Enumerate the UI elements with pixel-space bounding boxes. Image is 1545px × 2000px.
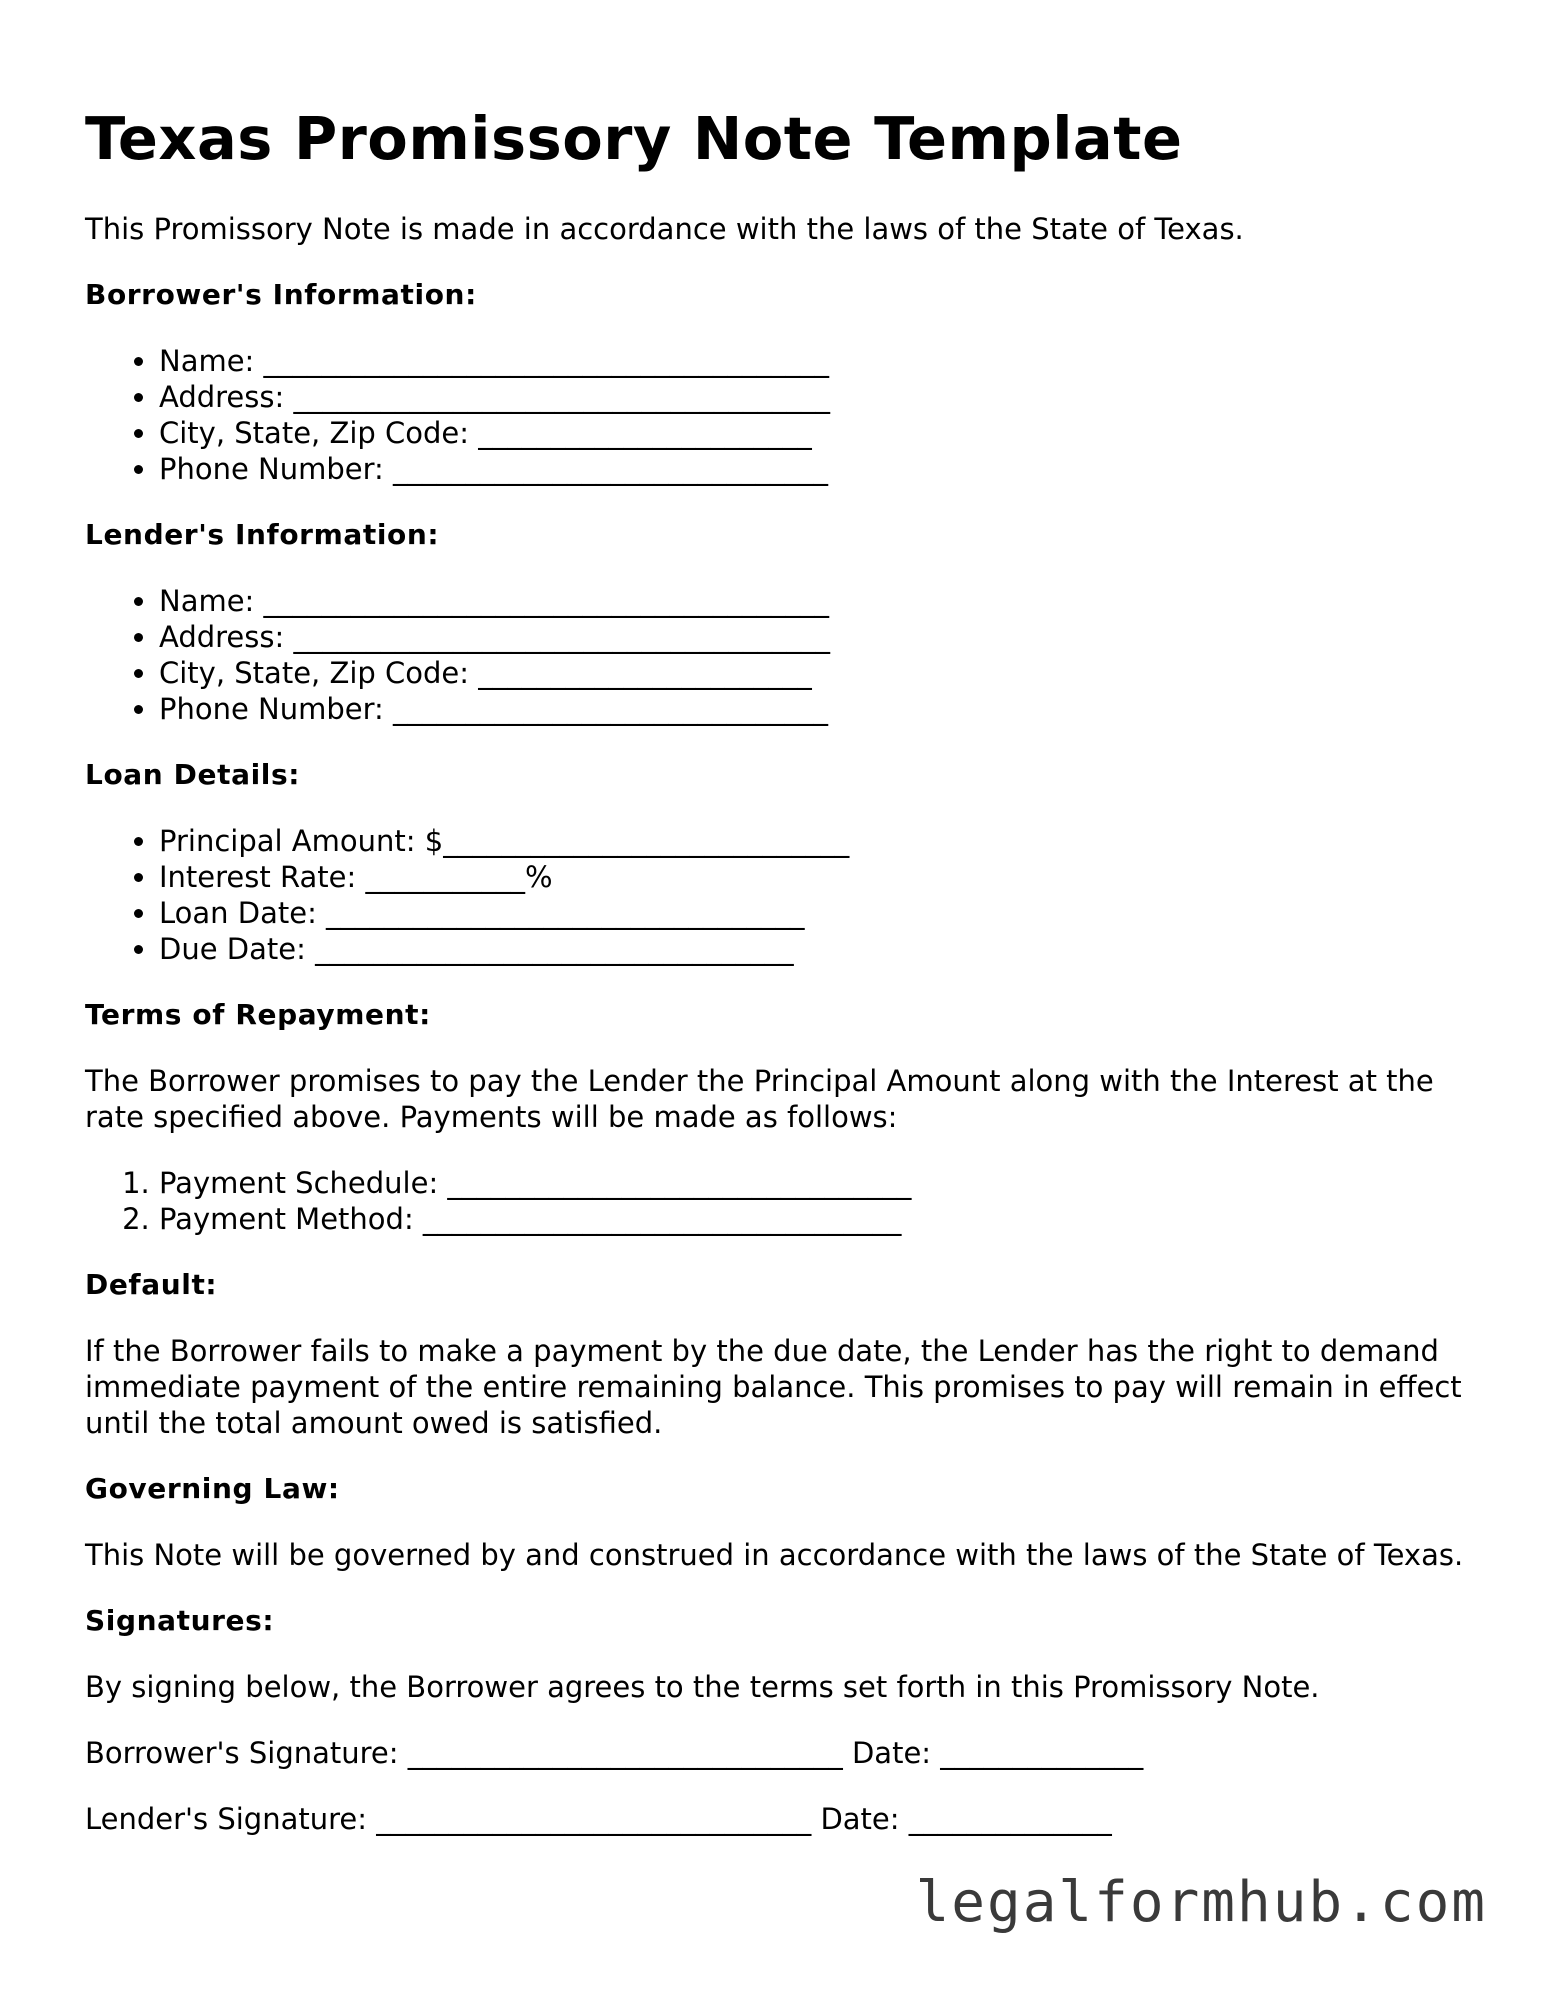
loan-list bbox=[85, 823, 1465, 967]
borrower-phone-field: • Phone Number: ______________________________ bbox=[159, 451, 1465, 487]
loan-date-field: • Loan Date: _________________________________ bbox=[159, 895, 1465, 931]
repayment-list bbox=[85, 1165, 1465, 1237]
lender-address-field: • Address: _____________________________________ bbox=[159, 619, 1465, 655]
governing-law-paragraph: This Note will be governed by and construed in accordance with the laws of the State of Texas. bbox=[85, 1537, 1464, 1572]
signatures-heading: Signatures: bbox=[85, 1603, 275, 1637]
repayment-heading: Terms of Repayment: bbox=[85, 997, 431, 1031]
lender-signature-line: Lender's Signature: ______________________________ Date: ______________ bbox=[85, 1801, 1112, 1836]
interest-rate-field: • Interest Rate: ___________% bbox=[159, 859, 1465, 895]
signatures-paragraph: By signing below, the Borrower agrees to the terms set forth in this Promissory Note. bbox=[85, 1669, 1320, 1704]
lender-heading: Lender's Information: bbox=[85, 517, 440, 551]
borrower-address-field: • Address: _____________________________________ bbox=[159, 379, 1465, 415]
lender-city-field: • City, State, Zip Code: _______________________ bbox=[159, 655, 1465, 691]
lender-list bbox=[85, 583, 1465, 727]
default-paragraph: If the Borrower fails to make a payment by the due date, the Lender has the right to demand immediate payment of the entire remaining balance. This promises to pay will remain in effect until the total amount owed is satisfied. bbox=[85, 1333, 1462, 1440]
intro-paragraph: This Promissory Note is made in accordance with the laws of the State of Texas. bbox=[85, 211, 1244, 246]
due-date-field: • Due Date: _________________________________ bbox=[159, 931, 1465, 967]
borrower-city-field: • City, State, Zip Code: _______________________ bbox=[159, 415, 1465, 451]
borrower-signature-line: Borrower's Signature: ______________________________ Date: ______________ bbox=[85, 1735, 1144, 1770]
principal-amount-field: • Principal Amount: $____________________________ bbox=[159, 823, 1465, 859]
borrower-name-field: • Name: _______________________________________ bbox=[159, 343, 1465, 379]
loan-heading: Loan Details: bbox=[85, 757, 301, 791]
watermark: legalformhub.com bbox=[915, 1870, 1487, 1935]
default-heading: Default: bbox=[85, 1267, 218, 1301]
payment-schedule-field: 1. Payment Schedule: ________________________________ bbox=[159, 1165, 1465, 1201]
repayment-paragraph: The Borrower promises to pay the Lender the Principal Amount along with the Interest at the rate specified above. Payments will be made as follows: bbox=[85, 1063, 1434, 1134]
borrower-heading: Borrower's Information: bbox=[85, 277, 477, 311]
page-title: Texas Promissory Note Template bbox=[85, 104, 1183, 173]
payment-method-field: 2. Payment Method: _________________________________ bbox=[159, 1201, 1465, 1237]
lender-phone-field: • Phone Number: ______________________________ bbox=[159, 691, 1465, 727]
borrower-list bbox=[85, 343, 1465, 487]
lender-name-field: • Name: _______________________________________ bbox=[159, 583, 1465, 619]
governing-law-heading: Governing Law: bbox=[85, 1471, 340, 1505]
document-page bbox=[85, 104, 1465, 1867]
